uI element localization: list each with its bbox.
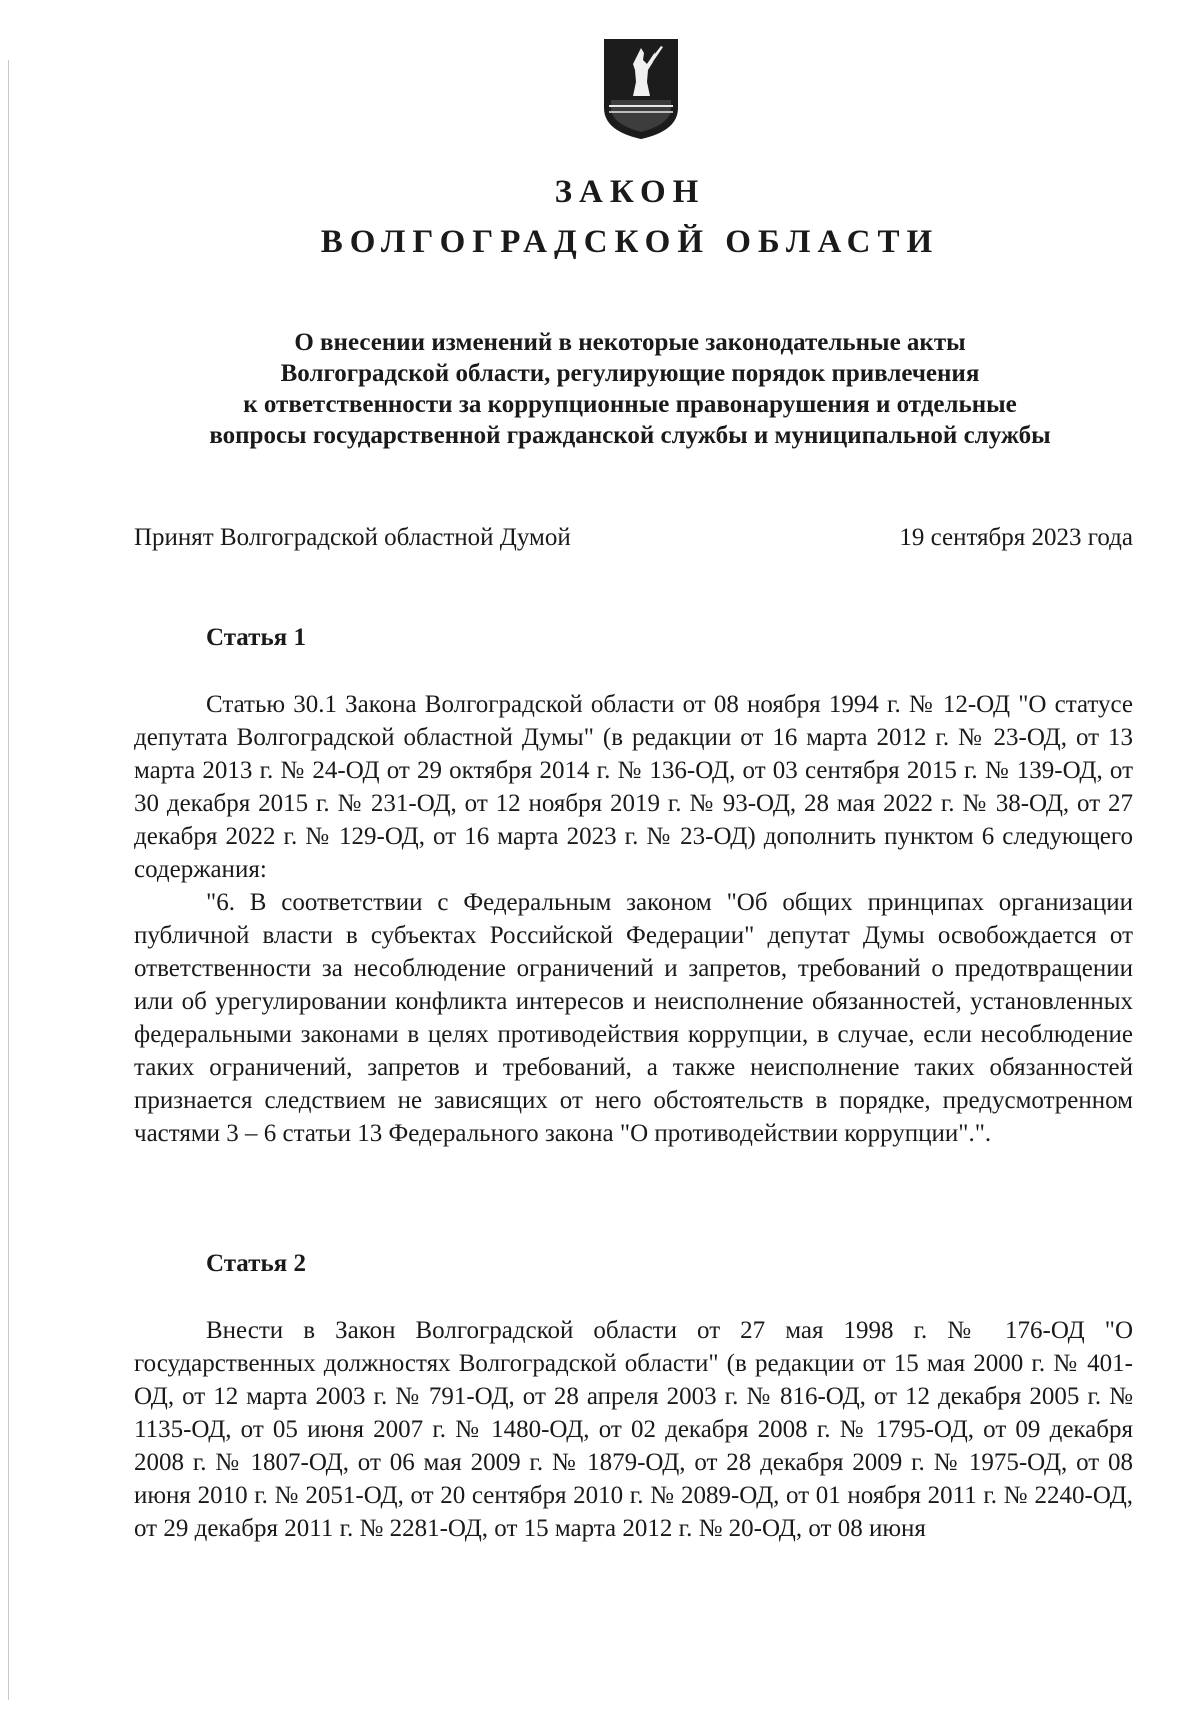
law-subject-line: к ответственности за коррупционные правонарушения и отдельные: [243, 391, 1017, 418]
adoption-line: [134, 522, 1133, 554]
article-1-heading: Статья 1: [206, 624, 306, 651]
article-1-paragraph-1: Статью 30.1 Закона Волгоградской области от 08 ноября 1994 г. № 12-ОД "О статусе депутата Волгоградской областной Думы" (в редакции от 16 марта 2012 г. № 23-ОД, от 13 марта 2013 г. № 24-ОД от 29 октября 2014 г. № 136-ОД, от 03 сентября 2015 г. № 139-ОД, от 30 декабря 2015 г. № 231-ОД, от 12 ноября 2019 г. № 93-ОД, 28 мая 2022 г. № 38-ОД, от 27 декабря 2022 г. № 129-ОД, от 16 марта 2023 г. № 23-ОД) дополнить пунктом 6 следующего содержания:: [134, 691, 1133, 883]
article-2-paragraph-1: Внести в Закон Волгоградской области от 27 мая 1998 г. № 176-ОД "О государственных должностях Волгоградской области" (в редакции от 15 мая 2000 г. № 401-ОД, от 12 марта 2003 г. № 791-ОД, от 28 апреля 2003 г. № 816-ОД, от 12 декабря 2005 г. № 1135-ОД, от 05 июня 2007 г. № 1480-ОД, от 02 декабря 2008 г. № 1795-ОД, от 09 декабря 2008 г. № 1807-ОД, от 06 мая 2009 г. № 1879-ОД, от 28 декабря 2009 г. № 1975-ОД, от 08 июня 2010 г. № 2051-ОД, от 20 сентября 2010 г. № 2089-ОД, от 01 ноября 2011 г. № 2240-ОД, от 29 декабря 2011 г. № 2281-ОД, от 15 марта 2012 г. № 20-ОД, от 08 июня: [134, 1317, 1133, 1542]
law-subject-line: О внесении изменений в некоторые законодательные акты: [294, 329, 966, 356]
article-1-paragraph-2: "6. В соответствии с Федеральным законом "Об общих принципах организации публичной власти в субъектах Российской Федерации" депутат Думы освобождается от ответственности за несоблюдение ограничений и запретов, требований о предотвращении или об урегулировании конфликта интересов и неисполнение обязанностей, установленных федеральными законами в целях противодействия коррупции, в случае, если несоблюдение таких ограничений, запретов и требований, а также неисполнение таких обязанностей признается следствием не зависящих от него обстоятельств в порядке, предусмотренном частями 3 – 6 статьи 13 Федерального закона "О противодействии коррупции".".: [134, 889, 1133, 1147]
adoption-date: 19 сентября 2023 года: [899, 524, 1133, 551]
article-2-heading: Статья 2: [206, 1250, 306, 1277]
volgograd-coat-of-arms-icon: [603, 38, 679, 140]
document-title-line1: ЗАКОН: [554, 174, 706, 210]
law-subject-line: вопросы государственной гражданской службы и муниципальной службы: [209, 422, 1051, 449]
law-subject-line: Волгоградской области, регулирующие порядок привлечения: [280, 360, 980, 387]
law-subject: [130, 327, 1130, 451]
document-title-line2: ВОЛГОГРАДСКОЙ ОБЛАСТИ: [320, 224, 940, 260]
adopting-body: Принят Волгоградской областной Думой: [134, 524, 571, 551]
scan-margin-line: [8, 60, 9, 1700]
